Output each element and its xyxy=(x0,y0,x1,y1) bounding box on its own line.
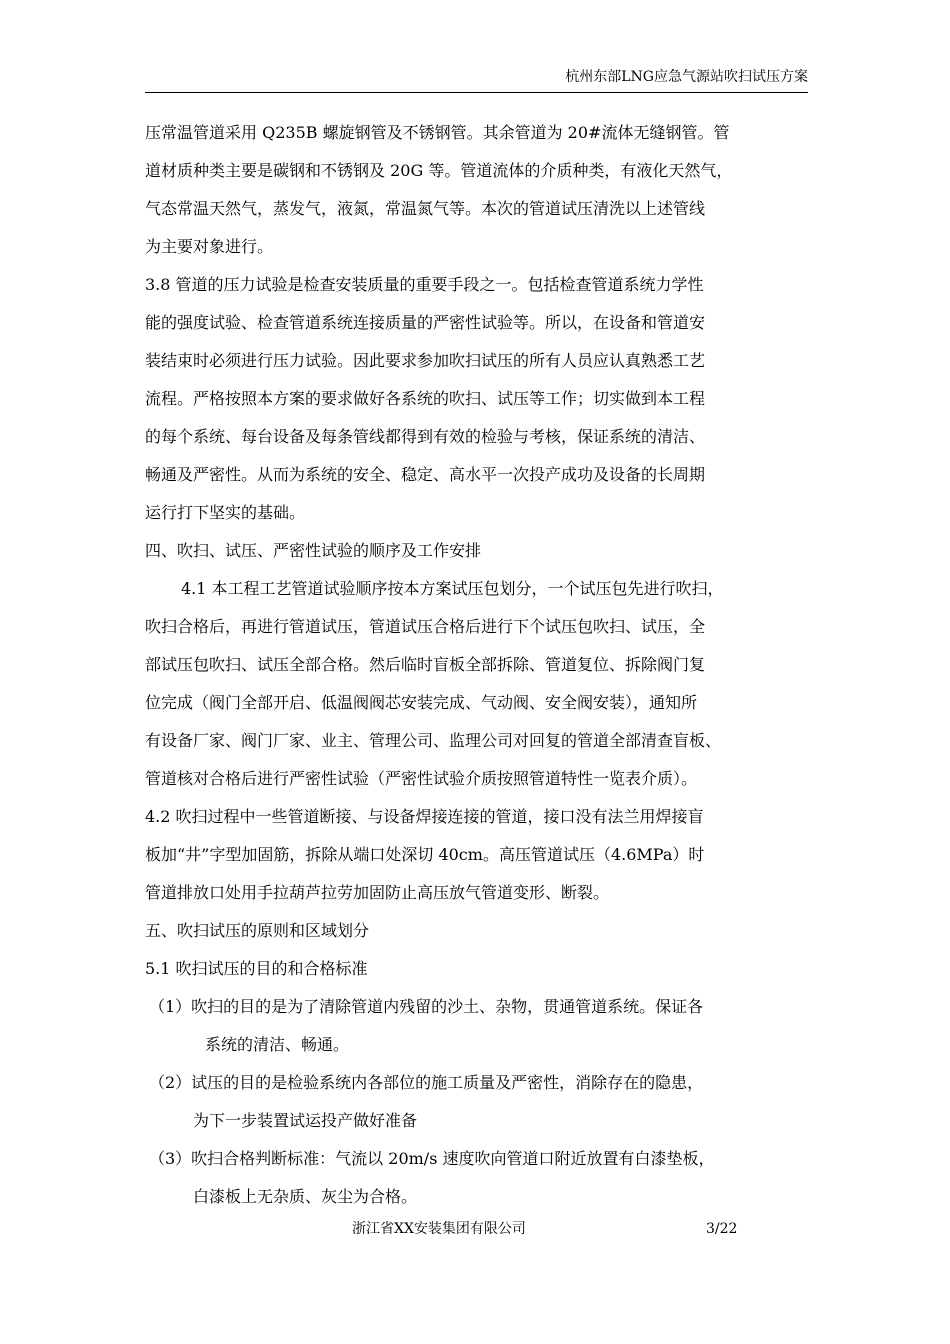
body-line: 管道排放口处用手拉葫芦拉劳加固防止高压放气管道变形、断裂。 xyxy=(145,883,610,902)
document-title: 杭州东部LNG应急气源站吹扫试压方案 xyxy=(565,69,808,85)
body-line: 道材质种类主要是碳钢和不锈钢及 20G 等。管道流体的介质种类，有液化天然气， xyxy=(145,161,733,180)
body-line: 为主要对象进行。 xyxy=(145,237,274,256)
body-line: 能的强度试验、检查管道系统连接质量的严密性试验等。所以，在设备和管道安 xyxy=(145,313,706,332)
body-line: 吹扫合格后，再进行管道试压，管道试压合格后进行下个试压包吹扫、试压，全 xyxy=(145,617,706,636)
body-line: 气态常温天然气，蒸发气，液氮，常温氮气等。本次的管道试压清洗以上述管线 xyxy=(145,199,706,218)
page-header xyxy=(145,66,808,93)
section-heading-5: 五、吹扫试压的原则和区域划分 xyxy=(145,921,370,940)
body-line: 部试压包吹扫、试压全部合格。然后临时盲板全部拆除、管道复位、拆除阀门复 xyxy=(145,655,706,674)
body-line: 管道核对合格后进行严密性试验（严密性试验介质按照管道特性一览表介质）。 xyxy=(145,769,698,788)
body-line: 畅通及严密性。从而为系统的安全、稳定、高水平一次投产成功及设备的长周期 xyxy=(145,465,706,484)
list-item-1-continuation: 系统的清洁、畅通。 xyxy=(205,1035,350,1054)
list-item-2-continuation: 为下一步装置试运投产做好准备 xyxy=(193,1111,418,1130)
body-line: 3.8 管道的压力试验是检查安装质量的重要手段之一。包括检查管道系统力学性 xyxy=(145,275,704,294)
page-footer xyxy=(0,1219,950,1239)
body-line: 的每个系统、每台设备及每条管线都得到有效的检验与考核，保证系统的清洁、 xyxy=(145,427,706,446)
body-line: 装结束时必须进行压力试验。因此要求参加吹扫试压的所有人员应认真熟悉工艺 xyxy=(145,351,706,370)
document-body xyxy=(145,114,815,1216)
body-line: 位完成（阀门全部开启、低温阀阀芯安装完成、气动阀、安全阀安装），通知所 xyxy=(145,693,698,712)
list-item-2: （2）试压的目的是检验系统内各部位的施工质量及严密性，消除存在的隐患， xyxy=(149,1073,704,1092)
list-item-3: （3）吹扫合格判断标准：气流以 20m/s 速度吹向管道口附近放置有白漆垫板， xyxy=(149,1149,715,1168)
footer-company: 浙江省XX安装集团有限公司 xyxy=(352,1221,526,1237)
body-line: 流程。严格按照本方案的要求做好各系统的吹扫、试压等工作；切实做到本工程 xyxy=(145,389,706,408)
list-item-3-continuation: 白漆板上无杂质、灰尘为合格。 xyxy=(193,1187,418,1206)
subsection-heading-5-1: 5.1 吹扫试压的目的和合格标准 xyxy=(145,959,368,978)
body-line: 板加“井”字型加固筋，拆除从端口处深切 40cm。高压管道试压（4.6MPa）时 xyxy=(145,845,705,864)
body-line: 运行打下坚实的基础。 xyxy=(145,503,306,522)
list-item-1: （1）吹扫的目的是为了清除管道内残留的沙土、杂物，贯通管道系统。保证各 xyxy=(149,997,704,1016)
body-line: 4.2 吹扫过程中一些管道断接、与设备焊接连接的管道，接口没有法兰用焊接盲 xyxy=(145,807,704,826)
body-line: 4.1 本工程工艺管道试验顺序按本方案试压包划分，一个试压包先进行吹扫， xyxy=(181,579,724,598)
page-number: 3/22 xyxy=(706,1221,738,1237)
section-heading-4: 四、吹扫、试压、严密性试验的顺序及工作安排 xyxy=(145,541,482,560)
body-line: 压常温管道采用 Q235B 螺旋钢管及不锈钢管。其余管道为 20#流体无缝钢管。管 xyxy=(145,123,730,142)
body-line: 有设备厂家、阀门厂家、业主、管理公司、监理公司对回复的管道全部清查盲板、 xyxy=(145,731,722,750)
